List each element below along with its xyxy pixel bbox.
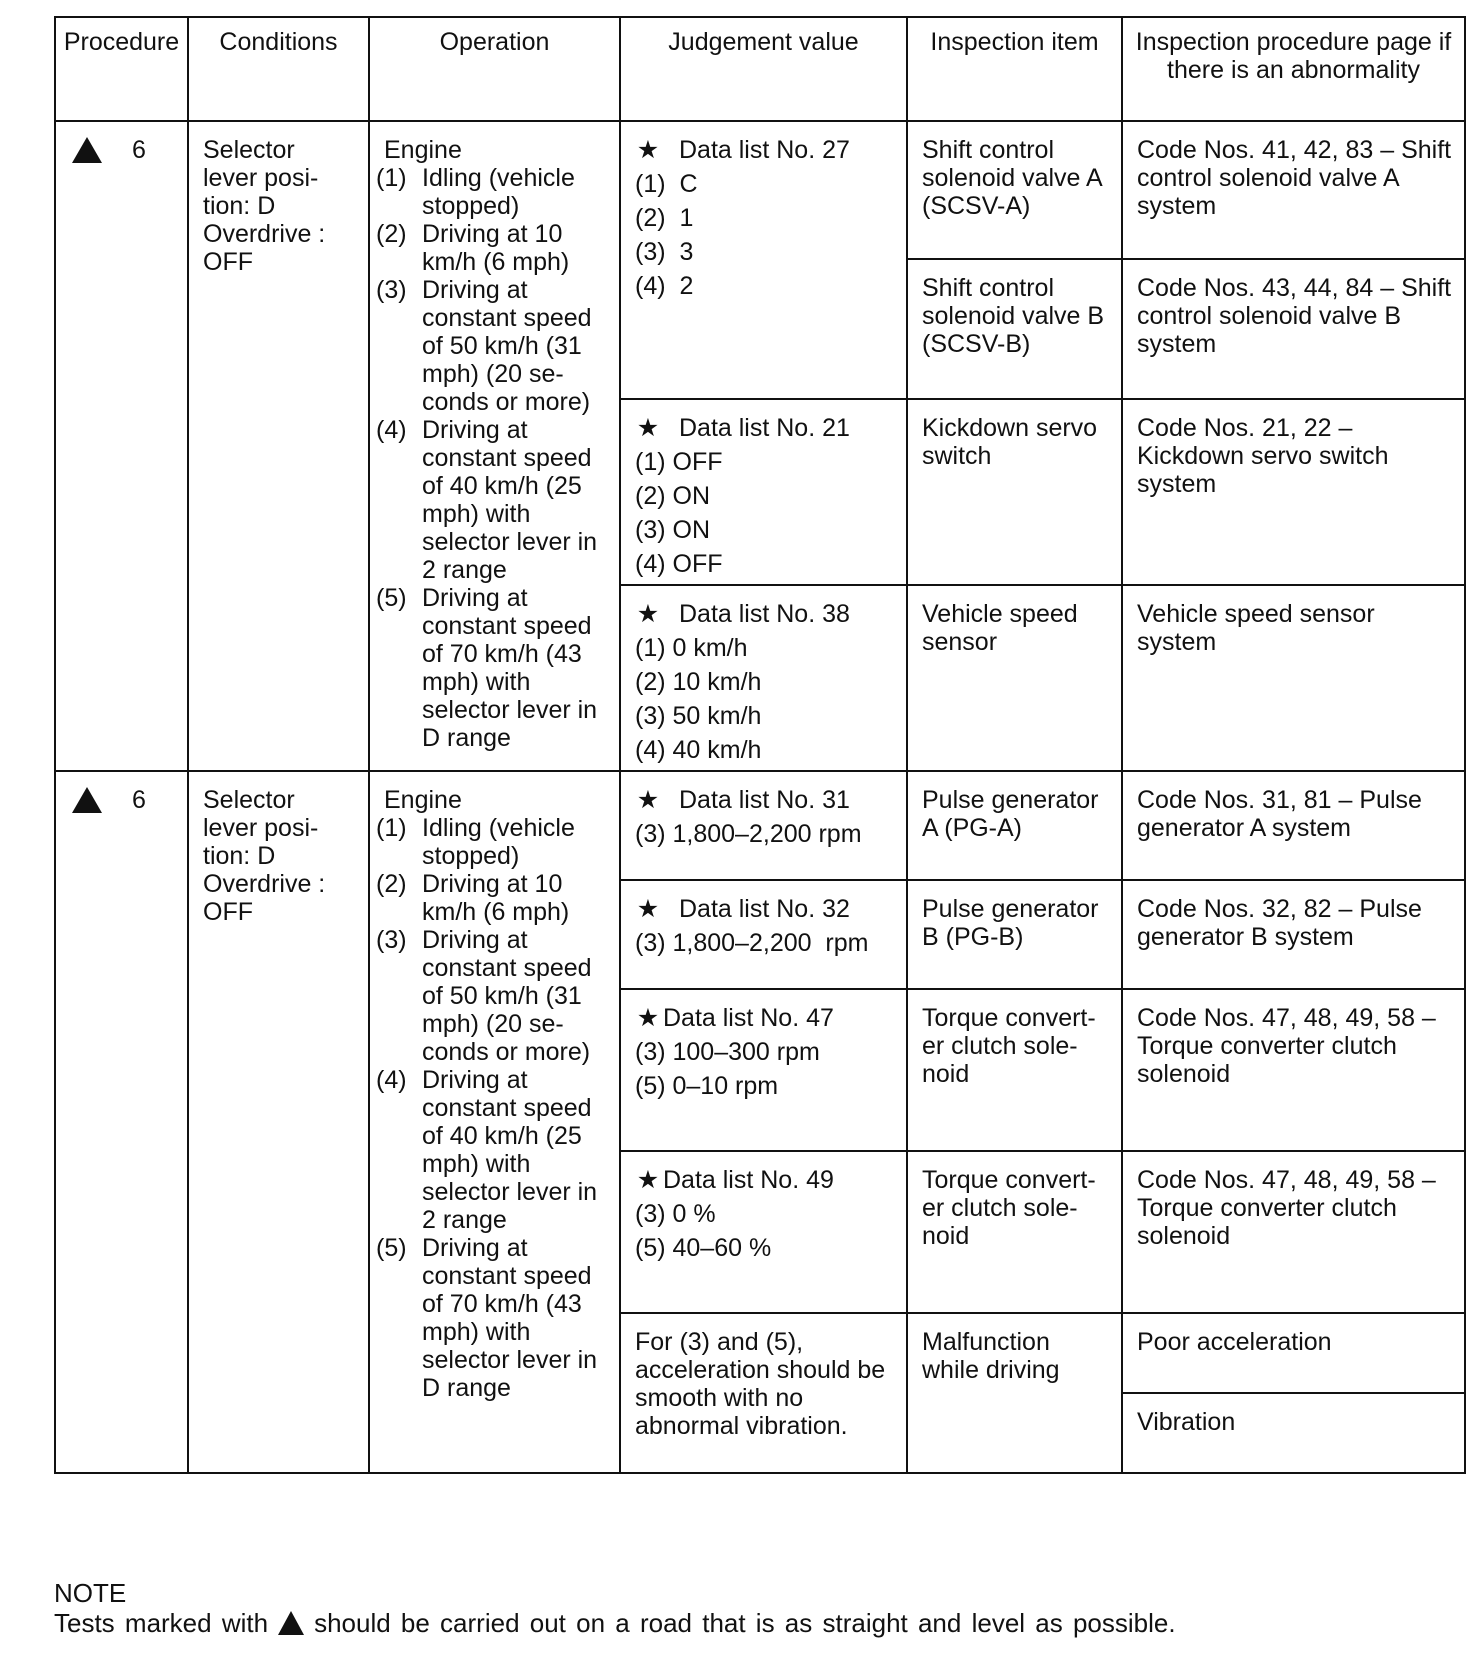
judgement-item: (3) 50 km/h bbox=[635, 702, 762, 730]
inspection-page-cell bbox=[1122, 585, 1465, 771]
header-operation: Operation bbox=[369, 17, 620, 121]
procedure-marker bbox=[56, 772, 187, 814]
inspection-page-ref: Code Nos. 32, 82 – Pulse generator B system bbox=[1137, 895, 1422, 951]
operation-title: Engine bbox=[384, 786, 462, 814]
operation-step-text: Driving at 10 km/h (6 mph) bbox=[422, 870, 570, 926]
judgement-item: (2) 10 km/h bbox=[635, 668, 762, 696]
judgement-value bbox=[621, 586, 906, 770]
judgement-item: (4) 2 bbox=[635, 272, 694, 300]
star-icon: ★ bbox=[636, 600, 660, 628]
inspection-item: Kickdown servo switch bbox=[922, 414, 1098, 470]
judgement-item: (3) 1,800–2,200 rpm bbox=[635, 820, 862, 848]
operation-step-number: (4) bbox=[376, 1066, 407, 1094]
inspection-item-cell bbox=[907, 1313, 1122, 1473]
operation-step-number: (1) bbox=[376, 164, 407, 192]
data-list-heading bbox=[635, 1166, 896, 1194]
operation-step bbox=[376, 164, 615, 220]
judgement-cell bbox=[620, 399, 907, 585]
operation-step-text: Driving at constant speed of 70 km/h (43 mph) with selector lever in D range bbox=[422, 584, 598, 752]
procedure-cell bbox=[55, 771, 188, 1473]
operation-step bbox=[376, 416, 615, 584]
inspection-page-cell bbox=[1122, 259, 1465, 399]
inspection-page-ref: Poor acceleration bbox=[1137, 1328, 1332, 1356]
judgement-item: (1) C bbox=[635, 170, 698, 198]
header-inspection-item: Inspection item bbox=[907, 17, 1122, 121]
inspection-page-ref: Vibration bbox=[1137, 1408, 1236, 1436]
condition-line: tion: D bbox=[203, 192, 276, 220]
operation-step bbox=[376, 814, 615, 870]
condition-line: Overdrive : bbox=[203, 870, 326, 898]
judgement-cell bbox=[620, 1313, 907, 1473]
condition-line: OFF bbox=[203, 898, 253, 926]
inspection-item: Malfunction while driving bbox=[922, 1328, 1060, 1384]
judgement-value bbox=[621, 1152, 906, 1268]
judgement-value bbox=[621, 990, 906, 1106]
operation-step bbox=[376, 220, 615, 276]
data-list-number: Data list No. 47 bbox=[663, 1004, 834, 1032]
note-title: NOTE bbox=[54, 1578, 127, 1608]
judgement-item: (4) OFF bbox=[635, 550, 723, 578]
judgement-item: (3) 1,800–2,200 rpm bbox=[635, 929, 869, 957]
note-block bbox=[54, 1578, 1176, 1638]
inspection-page-ref: Code Nos. 41, 42, 83 – Shift control solenoid valve A system bbox=[1137, 136, 1452, 220]
procedure-number: 6 bbox=[132, 786, 146, 814]
inspection-item: Vehicle speed sensor bbox=[922, 600, 1078, 656]
conditions-text bbox=[189, 122, 368, 284]
procedure-number: 6 bbox=[132, 136, 146, 164]
inspection-item-cell bbox=[907, 399, 1122, 585]
judgement-value bbox=[621, 122, 906, 306]
judgement-item: (2) ON bbox=[635, 482, 710, 510]
header-inspection-page: Inspection procedure page if there is an abnormality bbox=[1122, 17, 1465, 121]
conditions-cell bbox=[188, 771, 369, 1473]
star-icon: ★ bbox=[636, 1004, 660, 1032]
header-conditions: Conditions bbox=[188, 17, 369, 121]
inspection-item-cell bbox=[907, 880, 1122, 989]
judgement-value bbox=[621, 881, 906, 963]
condition-line: tion: D bbox=[203, 842, 276, 870]
operation-step bbox=[376, 276, 615, 416]
condition-line: Overdrive : bbox=[203, 220, 326, 248]
star-icon: ★ bbox=[636, 136, 660, 164]
inspection-page-cell bbox=[1122, 771, 1465, 880]
operation-step-text: Idling (vehicle stopped) bbox=[422, 814, 575, 870]
note-text-before: Tests marked with bbox=[54, 1608, 269, 1638]
inspection-page-cell bbox=[1122, 1313, 1465, 1393]
operation-step-text: Idling (vehicle stopped) bbox=[422, 164, 575, 220]
header-judgement-value: Judgement value bbox=[620, 17, 907, 121]
inspection-page-cell bbox=[1122, 880, 1465, 989]
data-list-heading bbox=[635, 414, 896, 442]
operation-step-number: (2) bbox=[376, 220, 407, 248]
star-icon: ★ bbox=[636, 786, 660, 814]
operation-step-number: (4) bbox=[376, 416, 407, 444]
operation-step bbox=[376, 584, 615, 752]
judgement-item: (3) 100–300 rpm bbox=[635, 1038, 820, 1066]
table-row bbox=[55, 121, 1465, 259]
inspection-item-cell bbox=[907, 989, 1122, 1151]
inspection-page-ref: Code Nos. 21, 22 – Kickdown servo switch system bbox=[1137, 414, 1389, 498]
operation-step-text: Driving at constant speed of 40 km/h (25 mph) with selector lever in 2 range bbox=[422, 1066, 598, 1234]
inspection-page-cell bbox=[1122, 989, 1465, 1151]
note-text-after: should be carried out on a road that is as straight and level as possible. bbox=[314, 1608, 1176, 1638]
inspection-item-cell bbox=[907, 259, 1122, 399]
judgement-item: (1) OFF bbox=[635, 448, 723, 476]
inspection-page-ref: Code Nos. 47, 48, 49, 58 – Torque converter clutch solenoid bbox=[1137, 1166, 1436, 1250]
header-row bbox=[55, 17, 1465, 121]
table-row bbox=[55, 771, 1465, 880]
star-icon: ★ bbox=[636, 1166, 660, 1194]
data-list-heading bbox=[635, 786, 896, 814]
operation-step bbox=[376, 1234, 615, 1402]
table-body bbox=[55, 121, 1465, 1473]
judgement-value bbox=[621, 772, 906, 854]
inspection-page-ref: Code Nos. 43, 44, 84 – Shift control solenoid valve B system bbox=[1137, 274, 1452, 358]
judgement-text: For (3) and (5), acceleration should be smooth with no abnormal vibration. bbox=[635, 1328, 886, 1440]
data-list-number: Data list No. 27 bbox=[679, 136, 850, 164]
judgement-cell bbox=[620, 585, 907, 771]
data-list-heading bbox=[635, 895, 896, 923]
operation-step-text: Driving at 10 km/h (6 mph) bbox=[422, 220, 570, 276]
conditions-text bbox=[189, 772, 368, 934]
data-list-heading bbox=[635, 600, 896, 628]
inspection-page-ref: Vehicle speed sensor system bbox=[1137, 600, 1375, 656]
inspection-page-ref: Code Nos. 31, 81 – Pulse generator A system bbox=[1137, 786, 1422, 842]
inspection-item-cell bbox=[907, 585, 1122, 771]
inspection-item-cell bbox=[907, 1151, 1122, 1313]
condition-line: lever posi- bbox=[203, 164, 319, 192]
header-procedure: Procedure bbox=[55, 17, 188, 121]
operation-step-number: (3) bbox=[376, 276, 407, 304]
judgement-cell bbox=[620, 121, 907, 399]
data-list-number: Data list No. 21 bbox=[679, 414, 850, 442]
judgement-value bbox=[621, 400, 906, 584]
condition-line: Selector bbox=[203, 786, 295, 814]
operation-step bbox=[376, 926, 615, 1066]
inspection-page-ref: Code Nos. 47, 48, 49, 58 – Torque converter clutch solenoid bbox=[1137, 1004, 1436, 1088]
procedure-marker bbox=[56, 122, 187, 164]
operation-step-number: (5) bbox=[376, 1234, 407, 1262]
operation-step-text: Driving at constant speed of 70 km/h (43 mph) with selector lever in D range bbox=[422, 1234, 598, 1402]
operation-list bbox=[370, 772, 619, 1410]
operation-step-text: Driving at constant speed of 40 km/h (25 mph) with selector lever in 2 range bbox=[422, 416, 598, 584]
star-icon: ★ bbox=[636, 414, 660, 442]
inspection-page-cell bbox=[1122, 1393, 1465, 1473]
operation-title: Engine bbox=[384, 136, 462, 164]
data-list-heading bbox=[635, 136, 896, 164]
judgement-cell bbox=[620, 771, 907, 880]
data-list-heading bbox=[635, 1004, 896, 1032]
operation-step-number: (3) bbox=[376, 926, 407, 954]
data-list-number: Data list No. 31 bbox=[679, 786, 850, 814]
triangle-marker-icon bbox=[278, 1611, 304, 1635]
inspection-item: Torque convert-er clutch sole-noid bbox=[922, 1004, 1096, 1088]
condition-line: lever posi- bbox=[203, 814, 319, 842]
judgement-item: (4) 40 km/h bbox=[635, 736, 762, 764]
operation-step bbox=[376, 1066, 615, 1234]
judgement-item: (3) 3 bbox=[635, 238, 694, 266]
operation-step-number: (1) bbox=[376, 814, 407, 842]
judgement-item: (3) ON bbox=[635, 516, 710, 544]
operation-step-number: (2) bbox=[376, 870, 407, 898]
operation-step bbox=[376, 870, 615, 926]
judgement-cell bbox=[620, 1151, 907, 1313]
judgement-item: (1) 0 km/h bbox=[635, 634, 748, 662]
judgement-item: (2) 1 bbox=[635, 204, 694, 232]
inspection-item: Pulse generator A (PG-A) bbox=[922, 786, 1099, 842]
inspection-item-cell bbox=[907, 771, 1122, 880]
data-list-number: Data list No. 49 bbox=[663, 1166, 834, 1194]
triangle-marker-icon bbox=[72, 137, 102, 163]
data-list-number: Data list No. 32 bbox=[679, 895, 850, 923]
operation-step-text: Driving at constant speed of 50 km/h (31 mph) (20 se-conds or more) bbox=[422, 276, 592, 416]
inspection-item: Torque convert-er clutch sole-noid bbox=[922, 1166, 1096, 1250]
inspection-item: Shift control solenoid valve B (SCSV-B) bbox=[922, 274, 1105, 358]
condition-line: OFF bbox=[203, 248, 253, 276]
inspection-item: Shift control solenoid valve A (SCSV-A) bbox=[922, 136, 1102, 220]
judgement-cell bbox=[620, 989, 907, 1151]
triangle-marker-icon bbox=[72, 787, 102, 813]
data-list-number: Data list No. 38 bbox=[679, 600, 850, 628]
condition-line: Selector bbox=[203, 136, 295, 164]
operation-cell bbox=[369, 121, 620, 771]
operation-list bbox=[370, 122, 619, 760]
star-icon: ★ bbox=[636, 895, 660, 923]
operation-step-number: (5) bbox=[376, 584, 407, 612]
judgement-item: (3) 0 % bbox=[635, 1200, 716, 1228]
judgement-cell bbox=[620, 880, 907, 989]
inspection-item: Pulse generator B (PG-B) bbox=[922, 895, 1099, 951]
judgement-item: (5) 0–10 rpm bbox=[635, 1072, 779, 1100]
inspection-page-cell bbox=[1122, 399, 1465, 585]
procedure-cell bbox=[55, 121, 188, 771]
operation-cell bbox=[369, 771, 620, 1473]
operation-step-text: Driving at constant speed of 50 km/h (31 mph) (20 se-conds or more) bbox=[422, 926, 592, 1066]
conditions-cell bbox=[188, 121, 369, 771]
inspection-page-cell bbox=[1122, 121, 1465, 259]
judgement-item: (5) 40–60 % bbox=[635, 1234, 772, 1262]
inspection-item-cell bbox=[907, 121, 1122, 259]
inspection-page-cell bbox=[1122, 1151, 1465, 1313]
inspection-table bbox=[54, 16, 1466, 1474]
note-text bbox=[54, 1608, 1176, 1638]
